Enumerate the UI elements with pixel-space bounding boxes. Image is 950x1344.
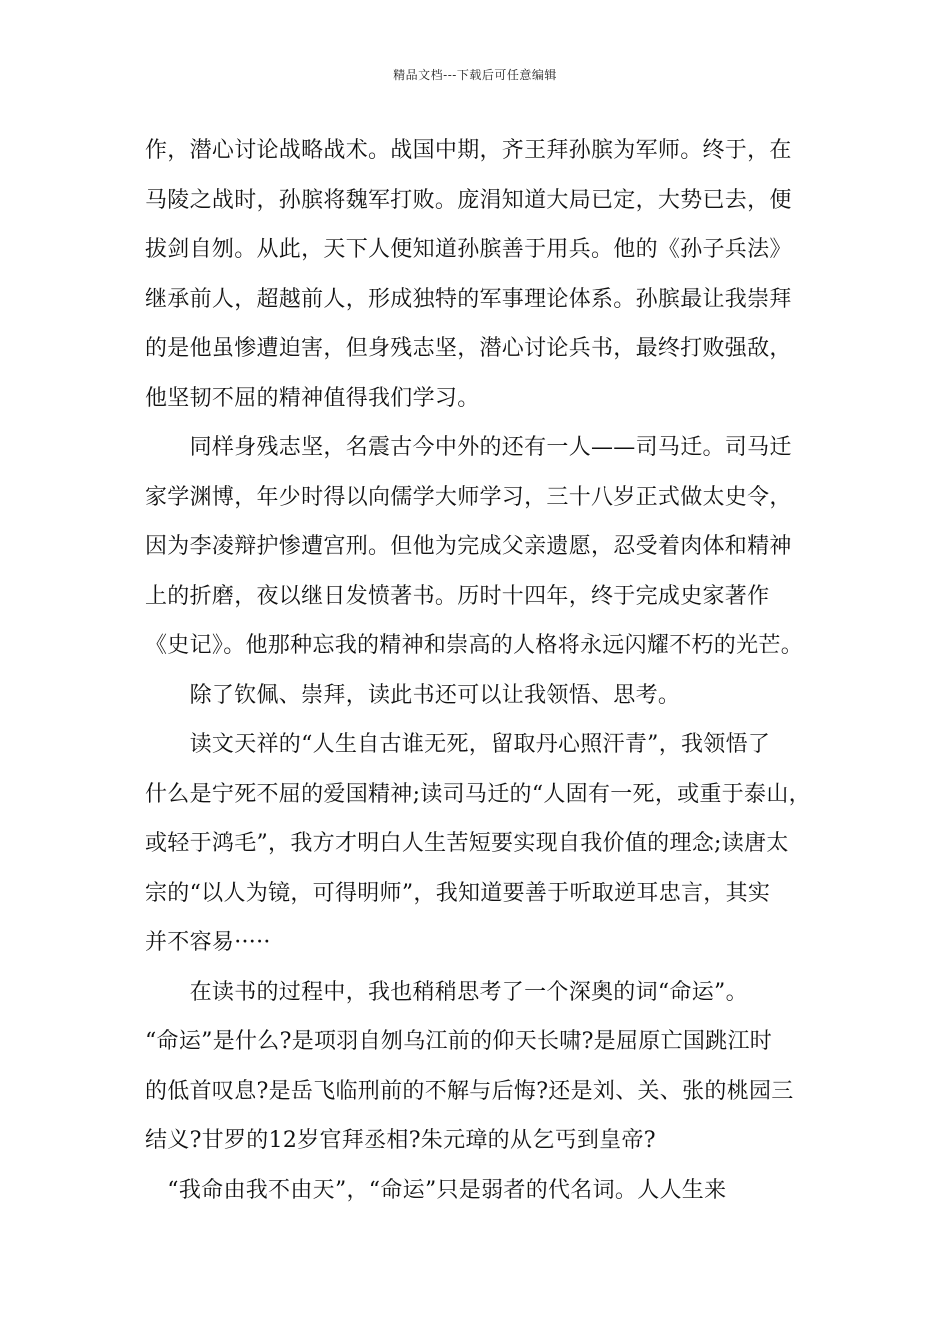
- text-line: 继承前人，超越前人，形成独特的军事理论体系。孙膑最让我崇拜: [145, 286, 792, 312]
- text-line: 除了钦佩、崇拜，读此书还可以让我领悟、思考。: [145, 682, 681, 708]
- text-line: 的低首叹息?是岳飞临刑前的不解与后悔?还是刘、关、张的桃园三: [145, 1078, 794, 1104]
- text-line: 在读书的过程中，我也稍稍思考了一个深奥的词“命运”。: [145, 979, 748, 1005]
- page-header: 精品文档---下载后可任意编辑: [393, 68, 557, 82]
- text-line: 家学渊博，年少时得以向儒学大师学习，三十八岁正式做太史令，: [145, 484, 792, 510]
- text-line: 因为李凌辩护惨遭宫刑。但他为完成父亲遗愿，忍受着肉体和精神: [145, 534, 792, 559]
- text-line: 宗的“以人为镜，可得明师”，我知道要善于听取逆耳忠言，其实: [145, 880, 771, 906]
- text-line: 上的折磨，夜以继日发愤著书。历时十四年，终于完成史家著作: [145, 583, 770, 609]
- text-line: 读文天祥的“人生自古谁无死，留取丹心照汗青”，我领悟了: [145, 732, 771, 757]
- text-line: 结义?甘罗的12岁官拜丞相?朱元璋的从乞丐到皇帝?: [145, 1128, 656, 1153]
- text-line: 同样身残志坚，名震古今中外的还有一人——司马迁。司马迁: [145, 435, 792, 460]
- text-line: 作，潜心讨论战略战术。战国中期，齐王拜孙膑为军师。终于，在: [145, 138, 792, 163]
- text-line: 什么是宁死不屈的爱国精神;读司马迁的“人固有一死，或重于泰山，: [145, 781, 811, 807]
- text-line: 马陵之战时，孙膑将魏军打败。庞涓知道大局已定，大势已去，便: [145, 187, 792, 213]
- text-line: “我命由我不由天”，“命运”只是弱者的代名词。人人生来: [145, 1177, 727, 1203]
- text-line: 或轻于鸿毛”，我方才明白人生苦短要实现自我价值的理念;读唐太: [145, 831, 789, 856]
- text-line: 拔剑自刎。从此，天下人便知道孙膑善于用兵。他的《孙子兵法》: [145, 237, 792, 262]
- text-line: 他坚韧不屈的精神值得我们学习。: [145, 385, 480, 411]
- text-line: 并不容易·····: [145, 930, 271, 955]
- text-line: “命运”是什么?是项羽自刎乌江前的仰天长啸?是屈原亡国跳江时: [145, 1029, 773, 1054]
- text-line: 《史记》。他那种忘我的精神和崇高的人格将永远闪耀不朽的光芒。: [145, 633, 804, 658]
- text-line: 的是他虽惨遭迫害，但身残志坚，潜心讨论兵书，最终打败强敌，: [145, 336, 792, 361]
- body-text: [145, 133, 825, 1222]
